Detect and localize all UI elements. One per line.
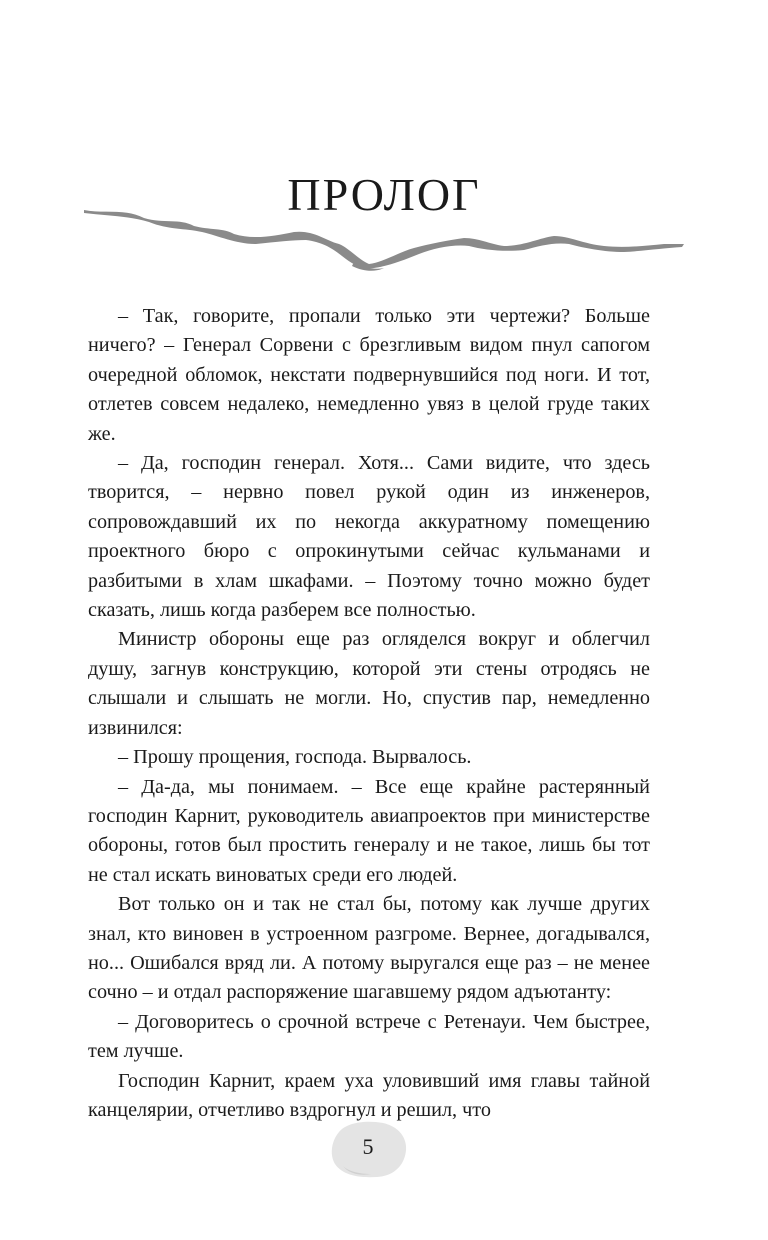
chapter-title: ПРОЛОГ [287,169,481,220]
paragraph: – Прошу прощения, господа. Вырвалось. [118,746,472,769]
chapter-ornament [84,200,684,275]
paragraph: – Да-да, мы понимаем. – Все еще крайне растерянный господин Карнит, руководитель авиапроектов при министерстве обороны, готов был простить генералу и не такое, лишь бы тот не стал искать виноватых среди его людей. [88,775,650,886]
paragraph: – Договоритесь о срочной встрече с Ретенауи. Чем быстрее, тем лучше. [88,1010,650,1063]
paragraph: – Да, господин генерал. Хотя... Сами видите, что здесь творится, – нервно повел рукой один из инженеров, сопровождавший их по некогда аккуратному помещению проектного бюро с опрокинутыми сейчас кульманами и разбитыми в хлам шкафами. – Поэтому точно можно будет сказать, лишь когда разберем все полностью. [88,452,650,622]
page-number: 5 [362,1134,374,1159]
ornament-stroke [84,210,684,268]
page-number-badge [327,1118,409,1180]
paragraph: Господин Карнит, краем уха уловивший имя главы тайной канцелярии, отчетливо вздрогнул и решил, что [88,1069,650,1121]
paragraph: – Так, говорите, пропали только эти чертежи? Больше ничего? – Генерал Сорвени с брезгливым видом пнул сапогом очередной обломок, некстати подвернувшийся под ноги. И тот, отлетев совсем недалеко, немедленно увяз в целой груде таких же. [88,305,650,445]
paragraph: Вот только он и так не стал бы, потому как лучше других знал, кто виновен в устроенном разгроме. Вернее, догадывался, но... Ошибался вряд ли. А потому выругался еще раз – не менее сочно – и отдал распоряжение шагавшему рядом адъютанту: [88,893,650,1004]
body-text [88,302,650,1125]
paragraph: Министр обороны еще раз огляделся вокруг и облегчил душу, загнув конструкцию, которой эти стены отродясь не слышали и слышать не могли. Но, спустив пар, немедленно извинился: [88,628,650,739]
